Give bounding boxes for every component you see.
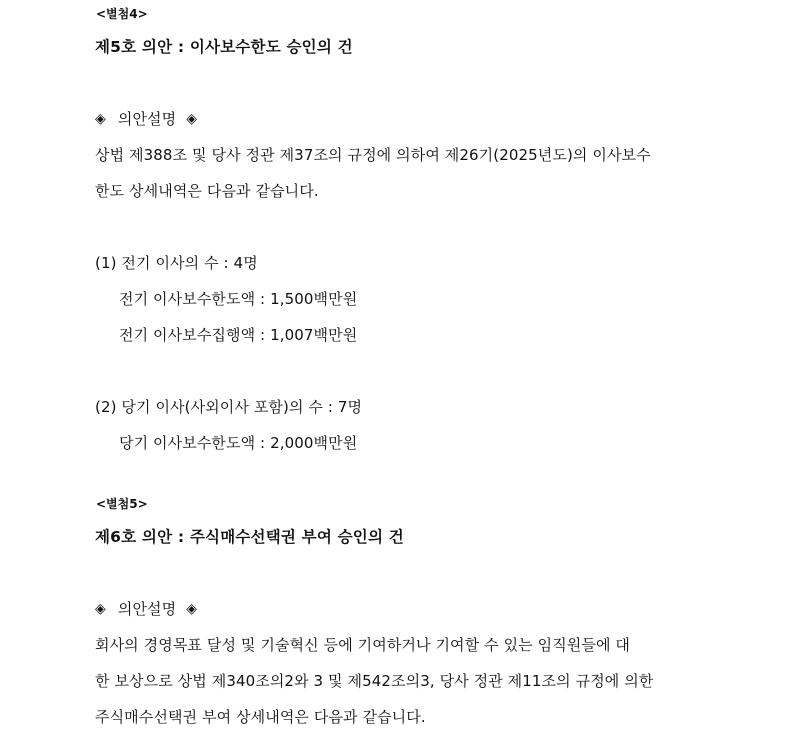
agenda-title-6: 제6호 의안 : 주식매수선택권 부여 승인의 건 bbox=[95, 528, 404, 546]
paragraph-line: 상법 제388조 및 당사 정관 제37조의 규정에 의하여 제26기(2025년도)의 이사보수 bbox=[95, 146, 651, 164]
explanation-header-5 bbox=[95, 602, 197, 617]
paragraph-line: 한도 상세내역은 다음과 같습니다. bbox=[95, 182, 319, 200]
list-item: 당기 이사보수한도액 : 2,000백만원 bbox=[119, 434, 358, 452]
paragraph-line: 주식매수선택권 부여 상세내역은 다음과 같습니다. bbox=[95, 708, 426, 726]
paragraph-line: 한 보상으로 상법 제340조의2와 3 및 제542조의3, 당사 정관 제11조의 규정에 의한 bbox=[95, 672, 654, 690]
explanation-label: 의안설명 bbox=[117, 110, 177, 128]
agenda-title-5: 제5호 의안 : 이사보수한도 승인의 건 bbox=[95, 38, 353, 56]
diamond-icon: ◈ bbox=[186, 601, 198, 617]
attachment-tag-4: <별첨4> bbox=[96, 7, 148, 21]
diamond-icon: ◈ bbox=[95, 111, 106, 127]
explanation-label: 의안설명 bbox=[117, 600, 177, 618]
attachment-tag-5: <별첨5> bbox=[96, 497, 148, 511]
list-item: (1) 전기 이사의 수 : 4명 bbox=[95, 254, 258, 272]
list-item: 전기 이사보수집행액 : 1,007백만원 bbox=[119, 326, 358, 344]
paragraph-line: 회사의 경영목표 달성 및 기술혁신 등에 기여하거나 기여할 수 있는 임직원들에 대 bbox=[95, 636, 631, 654]
explanation-header-4 bbox=[95, 112, 197, 127]
list-item: (2) 당기 이사(사외이사 포함)의 수 : 7명 bbox=[95, 398, 363, 416]
list-item: 전기 이사보수한도액 : 1,500백만원 bbox=[119, 290, 358, 308]
diamond-icon: ◈ bbox=[186, 111, 198, 127]
diamond-icon: ◈ bbox=[95, 601, 106, 617]
